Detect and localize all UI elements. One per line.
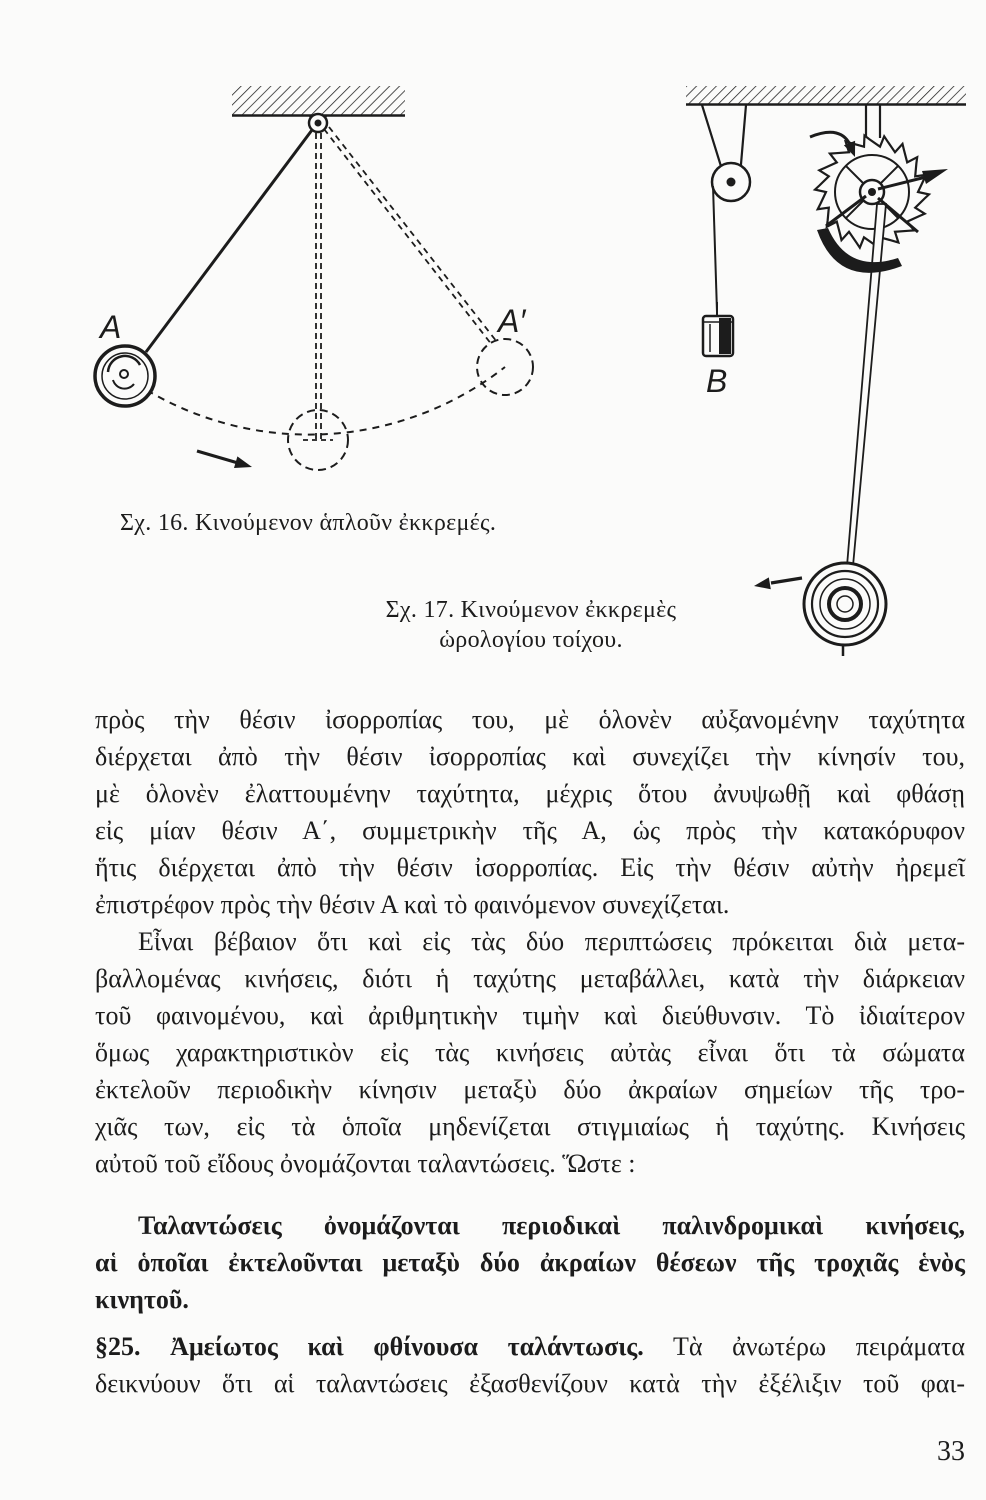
caption-figure-17-line-1: Σχ. 17. Κινούμενον ἐκκρεμὲς xyxy=(385,597,677,623)
text-line: Εἶναι βέβαιον ὅτι καὶ εἰς τὰς δύο περιπτώσεις πρόκειται διὰ μετα- xyxy=(138,927,965,956)
pivot xyxy=(309,114,327,132)
motion-arrow xyxy=(754,577,802,589)
text-line: τοῦ φαινομένου, καὶ ἀριθμητικὴν τιμὴν καὶ διεύθυνσιν. Τὸ ἰδιαίτερον xyxy=(95,1001,965,1030)
pendulum-bob xyxy=(804,563,886,656)
caption-figure-17 xyxy=(356,595,706,655)
text-line: χιᾶς των, εἰς τὰ ὁποῖα μηδενίζεται στιγμιαίως ἡ ταχύτης. Κινήσεις xyxy=(95,1112,965,1141)
label-b: B xyxy=(706,363,728,399)
section-text-start: Τὰ ἀνωτέρω πειράματα xyxy=(672,1332,966,1361)
text-line: αἱ ὁποῖαι ἐκτελοῦνται μεταξὺ δύο ἀκραίων θέσεων τῆς τροχιᾶς ἑνὸς xyxy=(95,1248,965,1277)
equilibrium-line-dashed xyxy=(303,133,333,440)
text-line: εἰς μίαν θέσιν Α΄, συμμετρικὴν τῆς Α, ὡς πρὸς τὴν κατακόρυφον xyxy=(95,816,965,845)
text-line: ἐκτελοῦν περιοδικὴν κίνησιν μεταξὺ δύο ἀκραίων σημείων τῆς τρο- xyxy=(95,1075,965,1104)
bob-position-a xyxy=(95,346,155,406)
text-line: διέρχεται ἀπὸ τὴν θέσιν ἰσορροπίας καὶ συνεχίζει τὴν κίνησίν του, xyxy=(95,742,965,771)
motion-arrow xyxy=(197,451,252,468)
figures-illustration xyxy=(0,0,986,680)
figure-16-simple-pendulum xyxy=(95,86,533,470)
paragraph-continuation xyxy=(95,701,965,923)
caption-figure-16: Σχ. 16. Κινούμενον ἁπλοῦν ἐκκρεμές. xyxy=(120,510,497,536)
page-number: 33 xyxy=(937,1436,965,1467)
section-heading: §25. Ἀμείωτος καὶ φθίνουσα ταλάντωσις. xyxy=(95,1332,644,1361)
label-a-prime: A′ xyxy=(498,303,526,339)
ceiling-hatch xyxy=(232,86,405,116)
definition-oscillations xyxy=(95,1207,965,1318)
paragraph-oscillation-discussion xyxy=(95,923,965,1182)
text-line: κινητοῦ. xyxy=(95,1285,189,1314)
pendulum-rod xyxy=(146,130,312,352)
swing-arc-dashed xyxy=(125,367,505,435)
text-line: ὅμως χαρακτηριστικὸν εἰς τὰς κινήσεις αὐτὰς εἶναι ὅτι τὰ σώματα xyxy=(95,1038,965,1067)
body-text xyxy=(95,701,965,1402)
text-line: Ταλαντώσεις ὀνομάζονται περιοδικαὶ παλινδρομικαὶ κινήσεις, xyxy=(138,1211,965,1240)
text-line: αὐτοῦ τοῦ εἴδους ὀνομάζονται ταλαντώσεις. Ὥστε : xyxy=(95,1149,636,1178)
text-line: πρὸς τὴν θέσιν ἰσορροπίας του, μὲ ὁλονὲν αὐξανομένην ταχύτητα xyxy=(95,705,965,734)
escape-wheel xyxy=(815,136,929,249)
weight-b xyxy=(703,302,733,356)
text-line: μὲ ὁλονὲν ἐλαττουμένην ταχύτητα, μέχρις ὅτου ἀνυψωθῇ καὶ φθάσῃ xyxy=(95,779,965,808)
caption-figure-17-line-2: ὡρολογίου τοίχου. xyxy=(439,627,623,653)
a-prime-line-dashed xyxy=(324,127,497,345)
ceiling-hatch xyxy=(686,86,966,105)
section-heading-line xyxy=(95,1328,965,1365)
text-line: ἐπιστρέφον πρὸς τὴν θέσιν Α καὶ τὸ φαινόμενον συνεχίζεται. xyxy=(95,890,730,919)
section-25 xyxy=(95,1328,965,1402)
pulley xyxy=(702,105,750,201)
figure-17-wall-clock-pendulum xyxy=(686,86,966,656)
bob-equilibrium-dashed xyxy=(288,410,348,470)
label-a: A xyxy=(100,309,122,345)
weight-cord xyxy=(713,186,717,312)
text-line: ἥτις διέρχεται ἀπὸ τὴν θέσιν ἰσορροπίας. Εἰς τὴν θέσιν αὐτὴν ἠρεμεῖ xyxy=(95,853,965,882)
text-line: βαλλομένας κινήσεις, διότι ἡ ταχύτης μεταβάλλει, κατὰ τὴν διάρκειαν xyxy=(95,964,965,993)
clock-frame-post xyxy=(866,105,880,138)
text-line: δεικνύουν ὅτι αἱ ταλαντώσεις ἐξασθενίζουν κατὰ τὴν ἐξέλιξιν τοῦ φαι- xyxy=(95,1369,965,1398)
